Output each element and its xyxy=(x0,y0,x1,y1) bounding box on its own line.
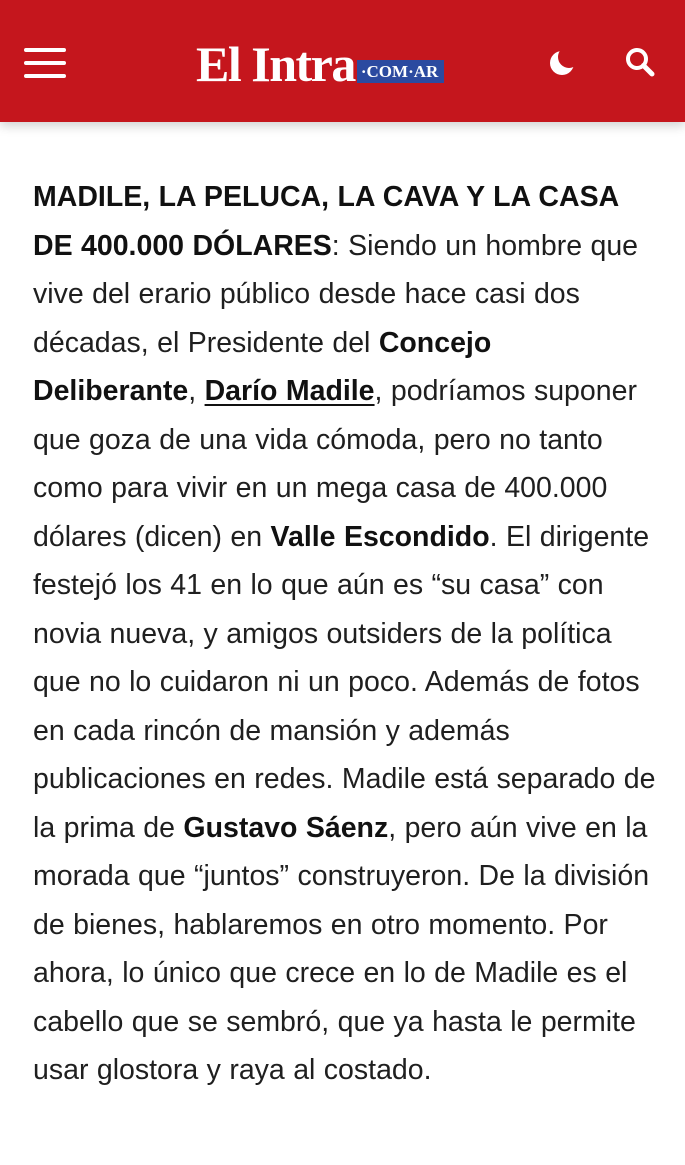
bold-valle-escondido: Valle Escondido xyxy=(270,520,490,553)
dark-mode-button[interactable] xyxy=(540,42,580,82)
bold-gustavo-saenz: Gustavo Sáenz xyxy=(183,811,389,844)
article-content xyxy=(33,173,658,1095)
search-icon xyxy=(620,42,660,82)
moon-icon xyxy=(540,42,580,82)
logo-domain-badge: ·COM·AR xyxy=(357,60,444,83)
article-paragraph xyxy=(33,173,658,1095)
site-header xyxy=(0,0,685,122)
article-text: , xyxy=(188,375,205,407)
article-text: . El dirigente festejó los 41 en lo que aún es “su casa” con novia nueva, y amigos outsiders de la política que no lo cuidaron ni un poco. Además de fotos en cada rincón de mansión y además publicaciones en redes. Madile está separado de la prima de xyxy=(33,520,656,844)
site-logo[interactable] xyxy=(196,36,444,92)
bold-concejo: Concejo Deliberante xyxy=(33,326,492,407)
link-dario-madile[interactable]: Darío Madile xyxy=(204,375,375,407)
logo-text: El Intra xyxy=(196,36,355,92)
article-headline: MADILE, LA PELUCA, LA CAVA Y LA CASA DE 400.000 DÓLARES xyxy=(33,181,619,262)
menu-button[interactable] xyxy=(20,38,70,82)
article-text: , podríamos suponer que goza de una vida cómoda, pero no tanto como para vivir en un mega casa de 400.000 dólares (dicen) en xyxy=(33,375,637,553)
article-text: : Siendo un hombre que vive del erario público desde hace casi dos décadas, el Presidente del xyxy=(33,229,639,359)
search-button[interactable] xyxy=(620,42,660,82)
article-text: , pero aún vive en la morada que “juntos” construyeron. De la división de bienes, hablaremos en otro momento. Por ahora, lo único que crece en lo de Madile es el cabello que se sembró, que ya hasta le permite usar glostora y raya al costado. xyxy=(33,811,650,1086)
